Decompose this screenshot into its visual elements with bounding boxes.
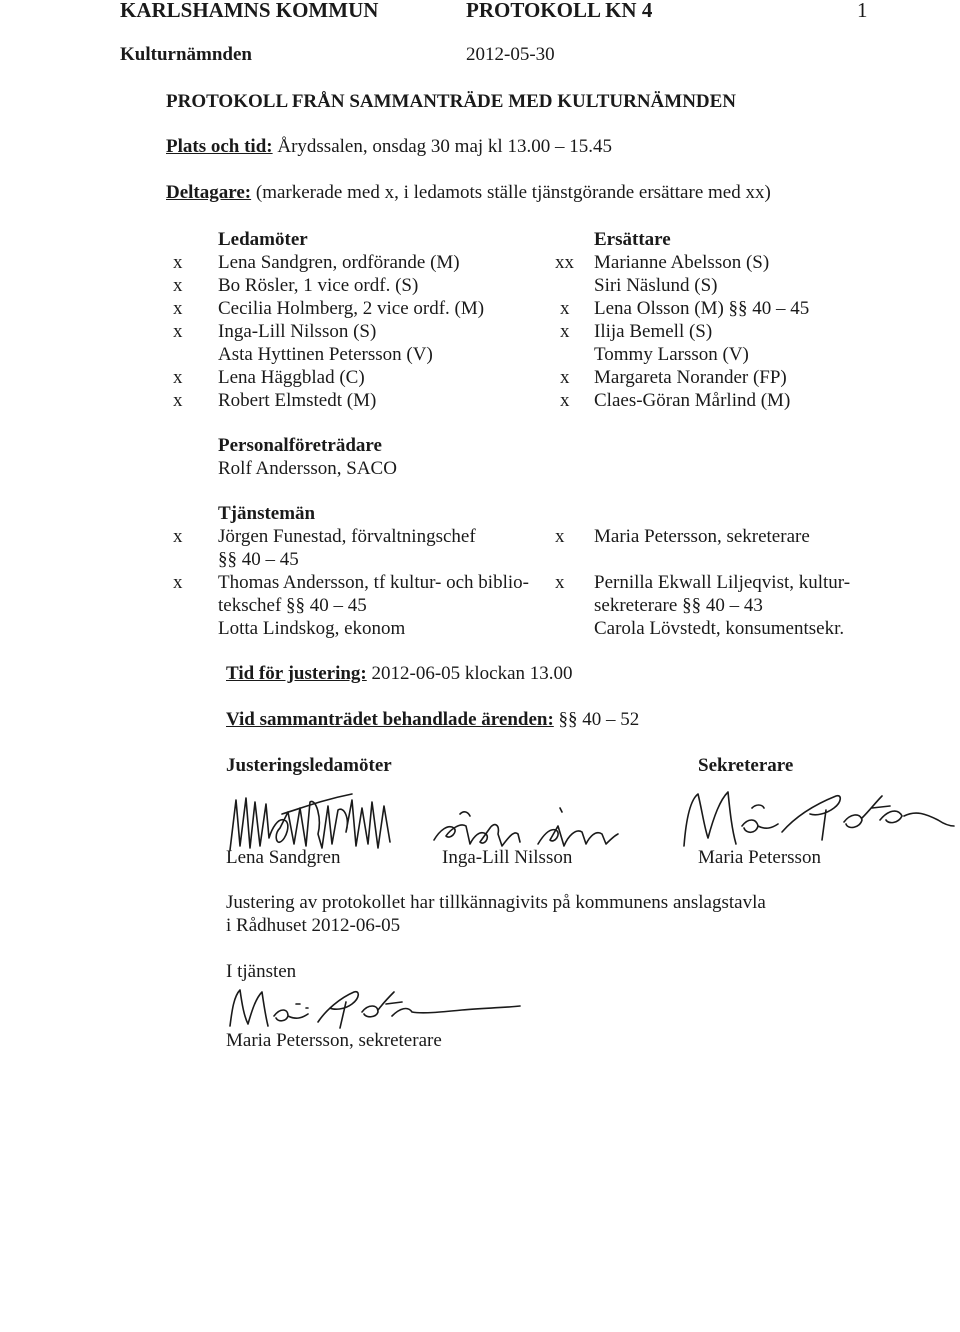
substitutes-heading: Ersättare	[594, 229, 671, 250]
official-name: Thomas Andersson, tf kultur- och biblio-	[218, 572, 529, 593]
substitute-mark: x	[560, 321, 570, 342]
substitute-mark: x	[560, 367, 570, 388]
substitute-mark: x	[560, 298, 570, 319]
notice-line-1: Justering av protokollet har tillkännagivits på kommunens anslagstavla	[226, 892, 766, 913]
officials-heading: Tjänstemän	[218, 503, 316, 524]
official-mark: x	[555, 526, 565, 547]
signature-maria-petersson	[676, 780, 956, 856]
official-mark: x	[173, 572, 183, 593]
adjustment-time-value: 2012-06-05 klockan 13.00	[366, 663, 573, 684]
protocol-id: PROTOKOLL KN 4	[466, 0, 653, 22]
in-service-label: I tjänsten	[226, 961, 297, 982]
in-service-name: Maria Petersson, sekreterare	[226, 1030, 442, 1051]
matters-value: §§ 40 – 52	[553, 709, 640, 730]
matters-label: Vid sammanträdet behandlade ärenden:	[226, 709, 554, 730]
member-mark: x	[173, 275, 183, 296]
member-mark: x	[173, 321, 183, 342]
official-mark: x	[555, 572, 565, 593]
substitute-name: Marianne Abelsson (S)	[594, 252, 770, 273]
member-name: Bo Rösler, 1 vice ordf. (S)	[218, 275, 419, 296]
adjusters-heading: Justeringsledamöter	[226, 755, 392, 776]
document-title: PROTOKOLL FRÅN SAMMANTRÄDE MED KULTURNÄMNDEN	[166, 91, 737, 112]
place-and-time	[166, 137, 612, 156]
member-name: Robert Elmstedt (M)	[218, 390, 377, 411]
official-name: Jörgen Funestad, förvaltningschef	[218, 526, 476, 547]
member-name: Lena Sandgren, ordförande (M)	[218, 252, 460, 273]
member-mark: x	[173, 390, 183, 411]
official-name: Maria Petersson, sekreterare	[594, 526, 810, 547]
page-number: 1	[857, 0, 868, 22]
substitute-name: Lena Olsson (M) §§ 40 – 45	[594, 298, 810, 319]
signature-name-adjuster-1: Lena Sandgren	[226, 847, 341, 868]
substitute-mark: xx	[555, 252, 574, 273]
handled-matters	[226, 710, 639, 729]
members-heading: Ledamöter	[218, 229, 308, 250]
substitute-mark: x	[560, 390, 570, 411]
official-sections: tekschef §§ 40 – 45	[218, 595, 367, 616]
meeting-date: 2012-05-30	[466, 44, 555, 65]
member-name: Asta Hyttinen Petersson (V)	[218, 344, 433, 365]
official-name: Lotta Lindskog, ekonom	[218, 618, 406, 639]
official-name: Pernilla Ekwall Liljeqvist, kultur-	[594, 572, 851, 593]
municipality-name: KARLSHAMNS KOMMUN	[120, 0, 379, 22]
member-mark: x	[173, 252, 183, 273]
official-name: Carola Lövstedt, konsumentsekr.	[594, 618, 845, 639]
member-name: Lena Häggblad (C)	[218, 367, 365, 388]
substitute-name: Tommy Larsson (V)	[594, 344, 749, 365]
participants-label: Deltagare:	[166, 182, 252, 203]
member-name: Inga-Lill Nilsson (S)	[218, 321, 377, 342]
substitute-name: Ilija Bemell (S)	[594, 321, 713, 342]
secretary-heading: Sekreterare	[698, 755, 794, 776]
member-mark: x	[173, 367, 183, 388]
adjustment-time	[226, 664, 573, 683]
signature-service-maria-petersson	[222, 982, 522, 1032]
place-time-label: Plats och tid:	[166, 136, 273, 157]
official-sections: sekreterare §§ 40 – 43	[594, 595, 763, 616]
member-mark: x	[173, 298, 183, 319]
staff-rep-name: Rolf Andersson, SACO	[218, 458, 397, 479]
substitute-name: Claes-Göran Mårlind (M)	[594, 390, 791, 411]
official-mark: x	[173, 526, 183, 547]
place-time-value: Årydssalen, onsdag 30 maj kl 13.00 – 15.45	[272, 136, 612, 157]
signature-name-secretary: Maria Petersson	[698, 847, 821, 868]
staff-rep-heading: Personalföreträdare	[218, 435, 382, 456]
official-sections: §§ 40 – 45	[218, 549, 299, 570]
signature-name-adjuster-2: Inga-Lill Nilsson	[442, 847, 573, 868]
committee-name: Kulturnämnden	[120, 44, 252, 65]
substitute-name: Siri Näslund (S)	[594, 275, 718, 296]
notice-line-2: i Rådhuset 2012-06-05	[226, 915, 401, 936]
participants-note: (markerade med x, i ledamots ställe tjänstgörande ersättare med xx)	[251, 182, 771, 203]
member-name: Cecilia Holmberg, 2 vice ordf. (M)	[218, 298, 485, 319]
adjustment-time-label: Tid för justering:	[226, 663, 367, 684]
substitute-name: Margareta Norander (FP)	[594, 367, 787, 388]
participants-line	[166, 183, 771, 202]
